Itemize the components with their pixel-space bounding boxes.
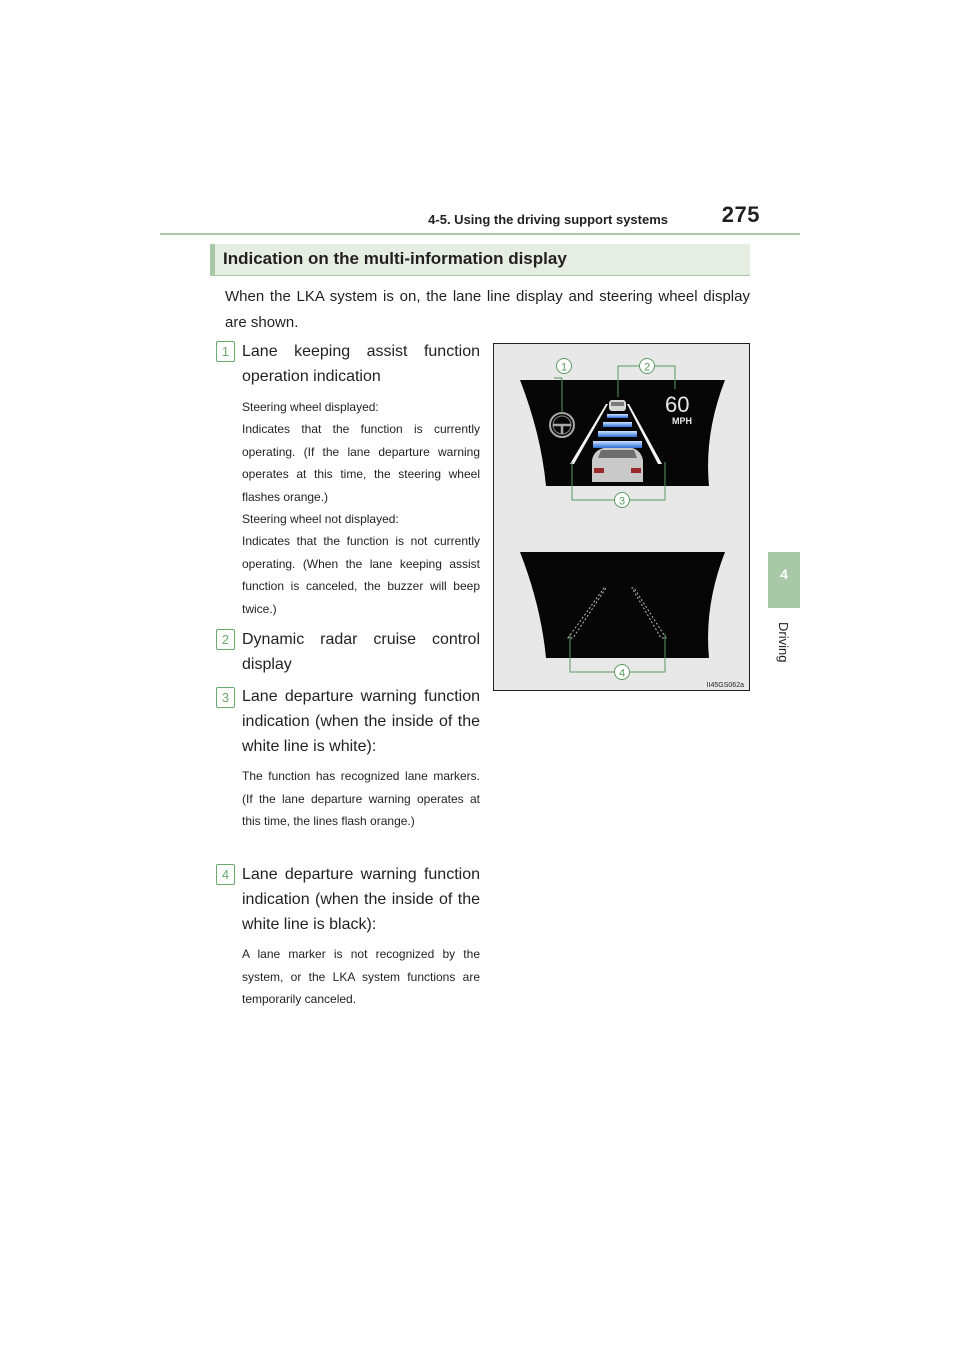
item-desc: Indicates that the function is currently operating. (If the lane departure warning operates at this time, the steering wheel flashes orange.) (242, 422, 480, 504)
page-number: 275 (721, 202, 760, 227)
chapter-number: 4 (780, 566, 788, 582)
item-desc-label: Steering wheel not displayed: (242, 512, 399, 526)
section-intro: When the LKA system is on, the lane line display and steering wheel display are shown. (225, 288, 750, 331)
display-illustration-svg (494, 344, 751, 692)
item-desc: A lane marker is not recognized by the system, or the LKA system functions are temporarily canceled. (242, 947, 480, 1006)
callout-4-label: 4 (618, 667, 626, 680)
own-vehicle-icon (592, 448, 643, 482)
section-title-accent (210, 244, 215, 276)
section-title-underline (210, 275, 750, 276)
item-number-badge: 4 (216, 864, 235, 885)
item-desc: Indicates that the function is not currently operating. (When the lane keeping assist function is canceled, the buzzer will beep twice.) (242, 534, 480, 616)
figure-code: II45GS062a (706, 682, 744, 689)
section-title: Indication on the multi-information display (223, 249, 567, 268)
chapter-label (775, 622, 791, 672)
callout-1-label: 1 (560, 361, 568, 374)
item-number-badge: 2 (216, 629, 235, 650)
chapter-label-text: Driving (776, 622, 791, 663)
header-section-title: 4-5. Using the driving support systems (428, 212, 668, 227)
item-desc: The function has recognized lane markers. (If the lane departure warning operates at this time, the lines flash orange.) (242, 769, 480, 828)
item-number-badge: 1 (216, 341, 235, 362)
callout-2-label: 2 (643, 361, 651, 374)
speed-value: 60 (665, 392, 690, 417)
item-title: Dynamic radar cruise control display (242, 631, 480, 673)
preceding-vehicle-icon (609, 400, 626, 411)
item-title: Lane departure warning function indication (when the inside of the white line is black): (242, 866, 480, 933)
speed-unit: MPH (672, 416, 692, 426)
item-title: Lane keeping assist function operation indication (242, 343, 480, 385)
display-illustration (493, 343, 750, 691)
header-rule (160, 233, 800, 235)
callout-3-label: 3 (618, 495, 626, 508)
item-number-badge: 3 (216, 687, 235, 708)
display-screen-bottom (520, 552, 725, 658)
page-header (160, 200, 800, 236)
item-desc-label: Steering wheel displayed: (242, 400, 379, 414)
item-title: Lane departure warning function indication (when the inside of the white line is white): (242, 688, 480, 755)
